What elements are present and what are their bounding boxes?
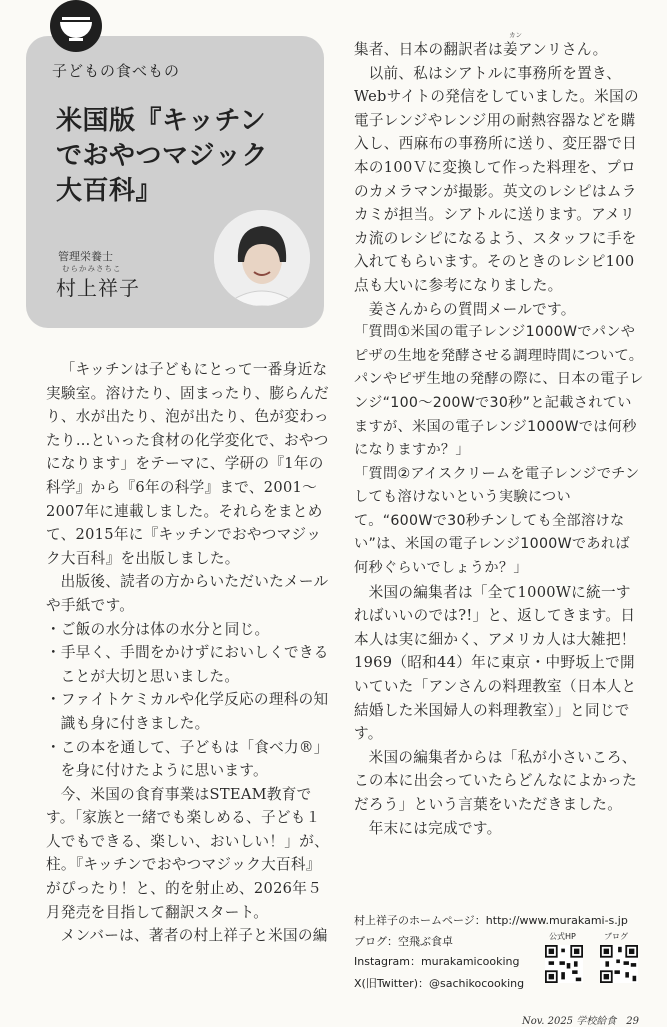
qr-label-blog: ブログ xyxy=(604,932,628,941)
list-item: ・ファイトケミカルや化学反応の理科の知識も身に付きました。 xyxy=(46,691,329,732)
paragraph: 集者、日本の翻訳者は姜アンリさん。 xyxy=(354,41,608,58)
paragraph: 「キッチンは子どもにとって一番身近な実験室。溶けたり、固まったり、膨らんだり、水が出たり、泡が出たり、色が変わったり…といった食材の化学変化で、おやつになります」をテーマに、学研の『1年の科学』から『6年の科学』まで、2001～2007年に連載しました。それらをまとめて、2015年に『キッチンでおやつマジック大百科』を出版しました。 xyxy=(46,361,329,567)
author-ruby: むらかみさちこ xyxy=(62,264,122,273)
list-item: ・ご飯の水分は体の水分と同じ。 xyxy=(46,620,270,638)
left-column xyxy=(46,358,329,948)
title-line: 大百科』 xyxy=(56,176,163,206)
qr-code xyxy=(545,945,583,983)
qr-label-hp: 公式HP xyxy=(549,932,576,941)
title-line: 米国版『キッチン xyxy=(56,106,267,136)
paragraph: 出版後、読者の方からいただいたメールや手紙です。 xyxy=(46,573,329,614)
x-line: X(旧Twitter)：@sachikocooking xyxy=(354,977,525,990)
question-quote: 「質問①米国の電子レンジ1000Wでパンやピザの生地を発酵させる調理時間について。パンやピザ生地の発酵の際に、日本の電子レンジ“100～200Wで30秒”と記載されていますが、米国の電子レンジ1000Wでは何秒になりますか？」 xyxy=(354,324,644,459)
page-number: Nov. 2025 学校給食 29 xyxy=(522,1016,639,1027)
portrait-photo xyxy=(214,210,310,306)
bowl-icon xyxy=(46,0,106,52)
article-title xyxy=(56,104,268,209)
author-role: 管理栄養士 xyxy=(58,250,113,263)
question-quote: 「質問②アイスクリームを電子レンジでチンしても溶けないという実験について。“600Wで30秒チンしても全部溶けない”は、米国の電子レンジ1000Wであれば何秒ぐらいでしょうか？」 xyxy=(354,465,640,577)
title-line: でおやつマジック xyxy=(56,141,269,171)
list-item: ・この本を通して、子どもは「食べ力®」を身に付けたように思います。 xyxy=(46,738,329,780)
right-column xyxy=(354,38,644,840)
author-name: 村上祥子 xyxy=(56,276,140,300)
series-label: 子どもの食べもの xyxy=(52,62,181,80)
paragraph: 米国の編集者からは「私が小さいころ、この本に出会っていたらどんなによかっただろう」という言葉をいただきました。 xyxy=(354,748,637,813)
paragraph: メンバーは、著者の村上祥子と米国の編 xyxy=(60,927,328,945)
paragraph: 米国の編集者は「全て1000Wに統一すればいいのでは?!」と、返してきます。日本人は実に細かく、アメリカ人は大雑把！1969（昭和44）年に東京・中野坂上で開いていた「アンさんの料理教室（日本人と結婚した米国婦人の料理教室）」と同じです。 xyxy=(354,583,637,743)
paragraph: 年末には完成です。 xyxy=(368,819,502,837)
paragraph: 姜さんからの質問メールです。 xyxy=(368,300,576,318)
blog-line: ブログ：空飛ぶ食卓 xyxy=(354,935,453,948)
ruby-kan: カン xyxy=(509,31,522,39)
instagram-line: Instagram：murakamicooking xyxy=(354,955,520,968)
paragraph: 今、米国の食育事業はSTEAM教育です。「家族と一緒でも楽しめる、子ども１人でもできる、楽しい、おいしい！」が、柱。『キッチンでおやつマジック大百科』がぴったり！と、的を射止め、2026年５月発売を目指して翻訳スタート。 xyxy=(46,785,329,921)
list-item: ・手早く、手間をかけずにおいしくできることが大切と思いました。 xyxy=(46,644,329,685)
qr-code xyxy=(600,945,638,983)
paragraph: 以前、私はシアトルに事務所を置き、Webサイトの発信をしていました。米国の電子レンジやレンジ用の耐熱容器などを購入し、西麻布の事務所に送り、変圧器で日本の100Ｖに変換して作った料理を、プロのカメラマンが撮影。英文のレシピはムラカミが担当。シアトルに送ります。アメリカ流のレシピになるよう、スタッフに手を入れてもらいます。そのときのレシピ100点も大いに参考になりました。 xyxy=(354,64,639,294)
homepage-line: 村上祥子のホームページ：http://www.murakami-s.jp xyxy=(354,914,628,927)
